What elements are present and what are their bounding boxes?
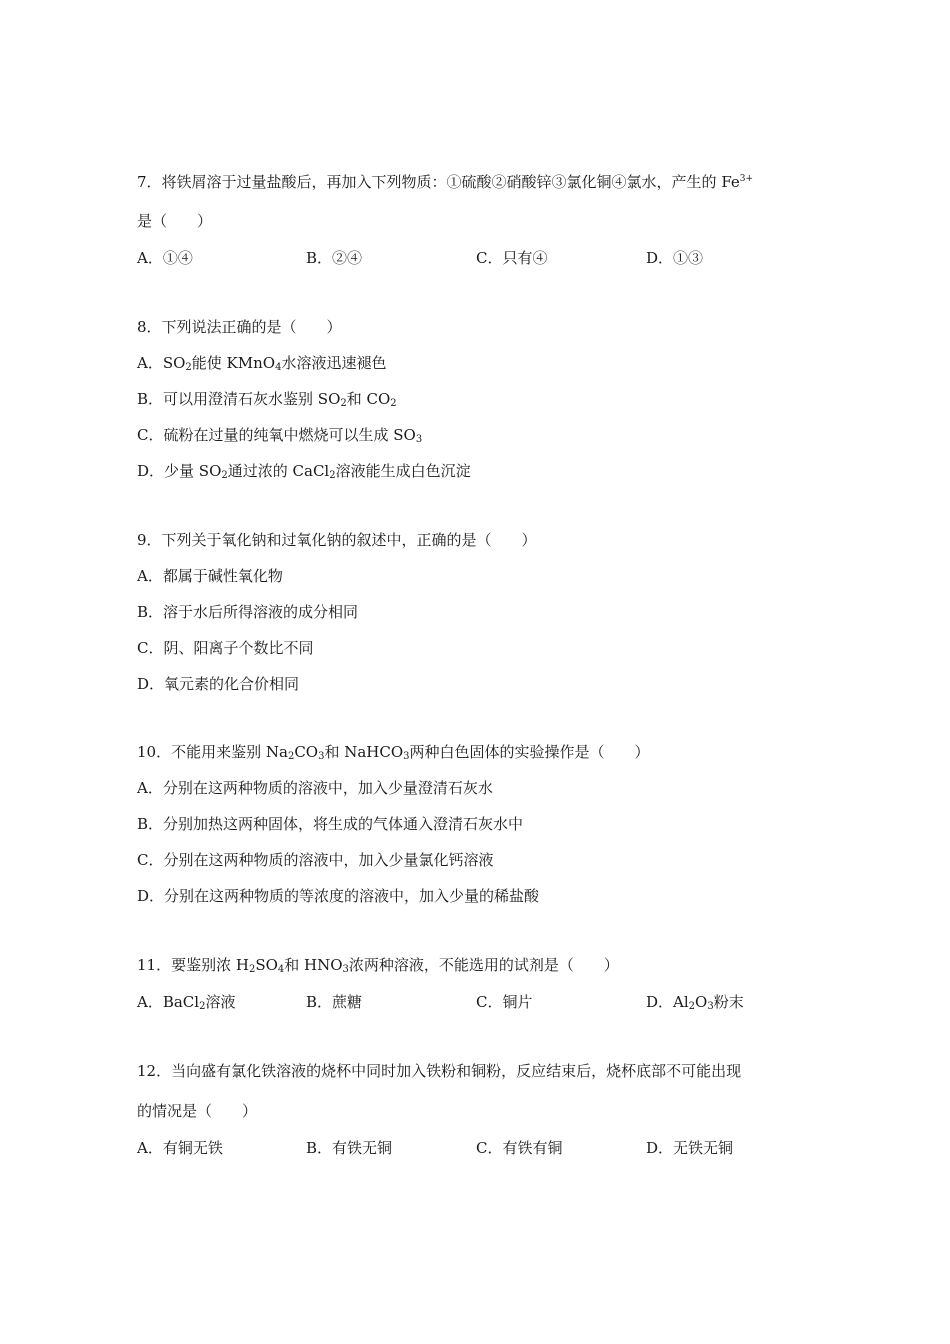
answer-option: B．有铁无铜 [306, 1139, 393, 1157]
text-run: D．分别在这两种物质的等浓度的溶液中，加入少量的稀盐酸 [137, 887, 540, 905]
answer-option [306, 992, 362, 1012]
text-run: 3 [707, 1001, 714, 1012]
text-run: A．分别在这两种物质的溶液中，加入少量澄清石灰水 [137, 779, 493, 797]
text-run: O [695, 993, 708, 1011]
answer-option: C．有铁有铜 [476, 1139, 563, 1157]
text-run: 2 [390, 398, 397, 409]
text-run: B．分别加热这两种固体，将生成的气体通入澄清石灰水中 [137, 815, 524, 833]
answer-option [137, 778, 493, 798]
text-run: 和 CO [346, 390, 391, 408]
text-run: 和 NaHCO [324, 743, 404, 761]
text-run: 2 [221, 470, 228, 481]
answer-option [137, 638, 313, 658]
text-run: A．都属于碱性氧化物 [137, 567, 283, 585]
text-run: 4 [277, 964, 285, 975]
text-run: 3 [342, 964, 349, 975]
text-run: 溶液能生成白色沉淀 [335, 462, 471, 480]
text-run: 两种白色固体的实验操作是（ ） [409, 743, 650, 761]
text-run: 的情况是（ ） [137, 1102, 258, 1120]
text-run: B．蔗糖 [306, 993, 363, 1011]
text-run: 11．要鉴别浓 H [137, 956, 249, 974]
answer-option [137, 389, 397, 409]
text-run: D．少量 SO [137, 462, 222, 480]
answer-option [137, 992, 235, 1012]
text-run: C．分别在这两种物质的溶液中，加入少量氯化钙溶液 [137, 851, 494, 869]
text-run: 2 [329, 470, 336, 481]
text-run: 是（ ） [137, 212, 213, 230]
answer-option [137, 814, 523, 834]
text-run: 粉末 [713, 993, 744, 1011]
text-run: 水溶液迅速褪色 [281, 354, 387, 372]
text-run: 4 [275, 362, 282, 373]
text-run: 溶液 [205, 993, 236, 1011]
text-run: 9．下列关于氧化钠和过氧化钠的叙述中，正确的是（ ） [137, 531, 537, 549]
text-run: 浓两种溶液，不能选用的试剂是（ ） [348, 956, 619, 974]
text-run: CO [294, 743, 319, 761]
text-run: 10．不能用来鉴别 Na [137, 743, 288, 761]
text-run: C．铜片 [476, 993, 533, 1011]
question-stem [137, 211, 212, 231]
answer-option [646, 992, 744, 1012]
text-run: 8．下列说法正确的是（ ） [137, 318, 342, 336]
text-run: A．BaCl [137, 993, 200, 1011]
answer-option [476, 992, 532, 1012]
text-run: 3 [318, 751, 325, 762]
question-stem [137, 172, 753, 192]
answer-option [137, 461, 471, 481]
text-run: 通过浓的 CaCl [227, 462, 330, 480]
text-run: 12．当向盛有氯化铁溶液的烧杯中同时加入铁粉和铜粉，反应结束后，烧杯底部不可能出现 [137, 1062, 742, 1080]
text-run: 能使 KMnO [191, 354, 276, 372]
text-run: A．SO [137, 354, 186, 372]
text-run: B．溶于水后所得溶液的成分相同 [137, 603, 359, 621]
answer-option: C．只有④ [476, 249, 548, 267]
question-stem [137, 955, 619, 975]
answer-option [137, 674, 299, 694]
text-run: B．可以用澄清石灰水鉴别 SO [137, 390, 341, 408]
text-run: 2 [248, 964, 256, 975]
text-run: 2 [199, 1001, 206, 1012]
answer-option [137, 850, 493, 870]
text-run: 3 [415, 434, 423, 445]
answer-option [137, 353, 386, 373]
text-run: SO [255, 956, 278, 974]
answer-option: D．无铁无铜 [646, 1139, 734, 1157]
question-stem [137, 530, 537, 550]
text-run: 3+ [739, 174, 754, 184]
text-run: 2 [185, 362, 192, 373]
answer-option [137, 425, 422, 445]
answer-option: A．有铜无铁 [137, 1139, 223, 1157]
question-stem [137, 317, 342, 337]
text-run: 7．将铁屑溶于过量盐酸后，再加入下列物质：①硫酸②硝酸锌③氯化铜④氯水，产生的 Fe [137, 173, 740, 191]
answer-option: D．①③ [646, 249, 704, 267]
question-stem [137, 1061, 741, 1081]
text-run: 3 [403, 751, 410, 762]
answer-option [137, 602, 358, 622]
text-run: D．Al [646, 993, 689, 1011]
text-run: C．阴、阳离子个数比不同 [137, 639, 314, 657]
text-run: 2 [287, 751, 295, 762]
text-run: 2 [688, 1001, 696, 1012]
text-run: 2 [340, 398, 347, 409]
text-run: D．氧元素的化合价相同 [137, 675, 300, 693]
question-stem [137, 1101, 257, 1121]
question-stem [137, 742, 650, 762]
answer-option [137, 886, 539, 906]
answer-option: A．①④ [137, 249, 193, 267]
answer-option [137, 566, 283, 586]
text-run: C．硫粉在过量的纯氧中燃烧可以生成 SO [137, 426, 416, 444]
answer-option: B．②④ [306, 249, 363, 267]
text-run: 和 HNO [284, 956, 343, 974]
